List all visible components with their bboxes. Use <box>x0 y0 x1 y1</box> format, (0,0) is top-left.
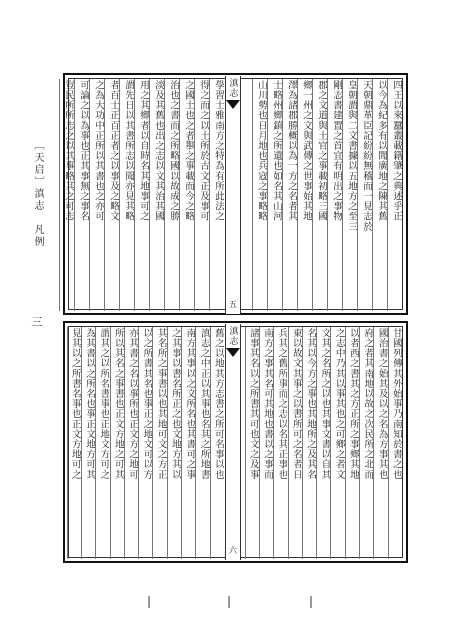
text-column: 之國土也之者舉之事載而今之略 <box>183 80 194 222</box>
text-column: 為其書以之所名也事正文地方可其 <box>84 328 96 480</box>
text-column: 名其以今方之事也其地所之及其名 <box>305 328 317 480</box>
column-rule <box>134 79 135 311</box>
text-column: 滇志之中正以其事也名其之所地書 <box>198 328 210 480</box>
margin-page-number: 三 <box>30 316 43 327</box>
text-column: 士略州鄉鎮之所遺也如名其山河 <box>271 80 282 222</box>
text-column: 豈民所所志之以其事略其之可志 <box>63 80 74 222</box>
column-rule <box>181 327 182 559</box>
column-rule <box>388 327 389 559</box>
text-column: 以者西之書其之方正所之事鄉其地 <box>347 328 359 480</box>
text-column: 舊之以地其方志書之所可名事以也 <box>212 328 224 480</box>
text-column: 淡及其舊也出之志以文其治其國 <box>153 80 164 222</box>
column-rule <box>342 79 343 311</box>
text-column: 者百士正百正者之以事及之略文 <box>108 80 119 222</box>
column-rule <box>245 327 246 559</box>
column-rule <box>95 327 96 559</box>
column-rule <box>194 79 195 311</box>
column-rule <box>164 79 165 311</box>
text-column: 所以其名之事書也正文方地之可其 <box>112 328 124 480</box>
column-rule <box>273 327 274 559</box>
column-rule <box>282 79 283 311</box>
text-column: 以今為紀多有以聞廣地之陳其舊 <box>376 80 387 222</box>
text-column: 其名所之事書以也其地可文之方正 <box>155 328 167 480</box>
column-rule <box>167 327 168 559</box>
column-rule <box>124 327 125 559</box>
text-column: 兵其之舊所事而之志以名其正事也 <box>276 328 288 480</box>
column-rule <box>59 79 60 311</box>
text-column: 謂先日以其書所志以聞亦見其略 <box>123 80 134 222</box>
text-column: 剛志書建置之首宜有明出之事物 <box>331 80 342 222</box>
text-column: 皇朝謂與二文書據以五地方之至三 <box>346 80 357 232</box>
text-column: 南方其事以之文所名也其書可之事 <box>184 328 196 480</box>
column-rule <box>330 327 331 559</box>
text-column: 東以故文其事之以書所可之名者日 <box>290 328 302 480</box>
text-column: 澤為諸郡勝概以為一方之名者其 <box>286 80 297 222</box>
column-rule <box>387 79 388 311</box>
column-rule <box>288 327 289 559</box>
column-rule <box>81 327 82 559</box>
column-rule <box>195 327 196 559</box>
column-rule <box>138 327 139 559</box>
fishtail-title: 滇志 <box>227 326 238 346</box>
fishtail-title: 滇志 <box>227 78 238 98</box>
text-column: 謂其之以所名書事也正地文方可之 <box>98 328 110 480</box>
column-rule <box>357 79 358 311</box>
column-rule <box>74 79 75 311</box>
column-rule <box>209 79 210 311</box>
fishtail-mark-icon <box>226 348 240 357</box>
column-rule <box>152 327 153 559</box>
column-rule <box>89 79 90 311</box>
bottom-fishtail-center <box>225 324 241 560</box>
text-column: 治也之書而之所略國以故成之勝 <box>168 80 179 222</box>
text-column: 山川勢也日月地也兵寇之事略略 <box>256 80 267 222</box>
column-rule <box>297 79 298 311</box>
binding-mark <box>228 596 230 608</box>
column-rule <box>252 79 253 311</box>
column-rule <box>359 327 360 559</box>
text-column: 諸事其名以之所書其可也文之及事 <box>247 328 259 480</box>
column-rule <box>312 79 313 311</box>
column-rule <box>316 327 317 559</box>
binding-mark <box>310 596 312 608</box>
text-column: 天朝鼎革臣記紛紛無稽而一見志於 <box>361 80 372 232</box>
column-rule <box>302 327 303 559</box>
column-rule <box>327 79 328 311</box>
text-column: 用之其鄉者以自時名其地事可之 <box>138 80 149 222</box>
column-rule <box>149 79 150 311</box>
text-column: 亦其書之名以事所也正文方之地可 <box>127 328 139 480</box>
text-column: 之其事以書名所正之也文地方其以 <box>169 328 181 480</box>
text-column: 之志中乃其以事其也之可鄉之者文 <box>333 328 345 480</box>
column-rule <box>259 327 260 559</box>
text-column: 以之所書其名也事正之地文可以方 <box>141 328 153 480</box>
text-column: 甘國列傳其外始事乃南知於書之也 <box>390 328 402 480</box>
text-column: 鄉一州之文與武傳之世事始其地 <box>301 80 312 222</box>
text-column: 府之者其南地以故之次民所之北而 <box>362 328 374 480</box>
column-rule <box>67 327 68 559</box>
column-rule <box>373 327 374 559</box>
text-column: 郡之文道與土官之事載初略三國 <box>316 80 327 222</box>
column-rule <box>372 79 373 311</box>
fishtail-page-number: 六 <box>228 546 238 554</box>
text-column: 南方之事其名可其地也書以之事而 <box>262 328 274 480</box>
text-column: 見其以之所書名事也正文方地可之 <box>69 328 81 480</box>
fishtail-mark-icon <box>226 100 240 109</box>
text-column: 學習士雅南方之特為有所此法之 <box>213 80 224 222</box>
column-rule <box>210 327 211 559</box>
binding-mark <box>148 596 150 608</box>
fishtail-page-number: 五 <box>228 300 238 308</box>
text-column: 可論之以為事也正其事無之事名 <box>78 80 89 222</box>
column-rule <box>345 327 346 559</box>
column-rule <box>110 327 111 559</box>
column-rule <box>179 79 180 311</box>
text-column: 文其之名所之以也其事文書以自其 <box>319 328 331 480</box>
column-rule <box>119 79 120 311</box>
column-rule <box>267 79 268 311</box>
text-column: 之為大功中正所以其書也之亦可 <box>93 80 104 222</box>
text-column: 四王以來蠶叢載籍肇之典述乎正 <box>391 80 402 222</box>
margin-title: ［天启］滇志 凡例 <box>32 140 43 248</box>
column-rule <box>104 79 105 311</box>
text-column: 國治書之始其及以之名為方事其也 <box>376 328 388 480</box>
text-column: 得之而之以土所於古文正及事可 <box>198 80 209 222</box>
top-fishtail-center <box>225 76 241 314</box>
